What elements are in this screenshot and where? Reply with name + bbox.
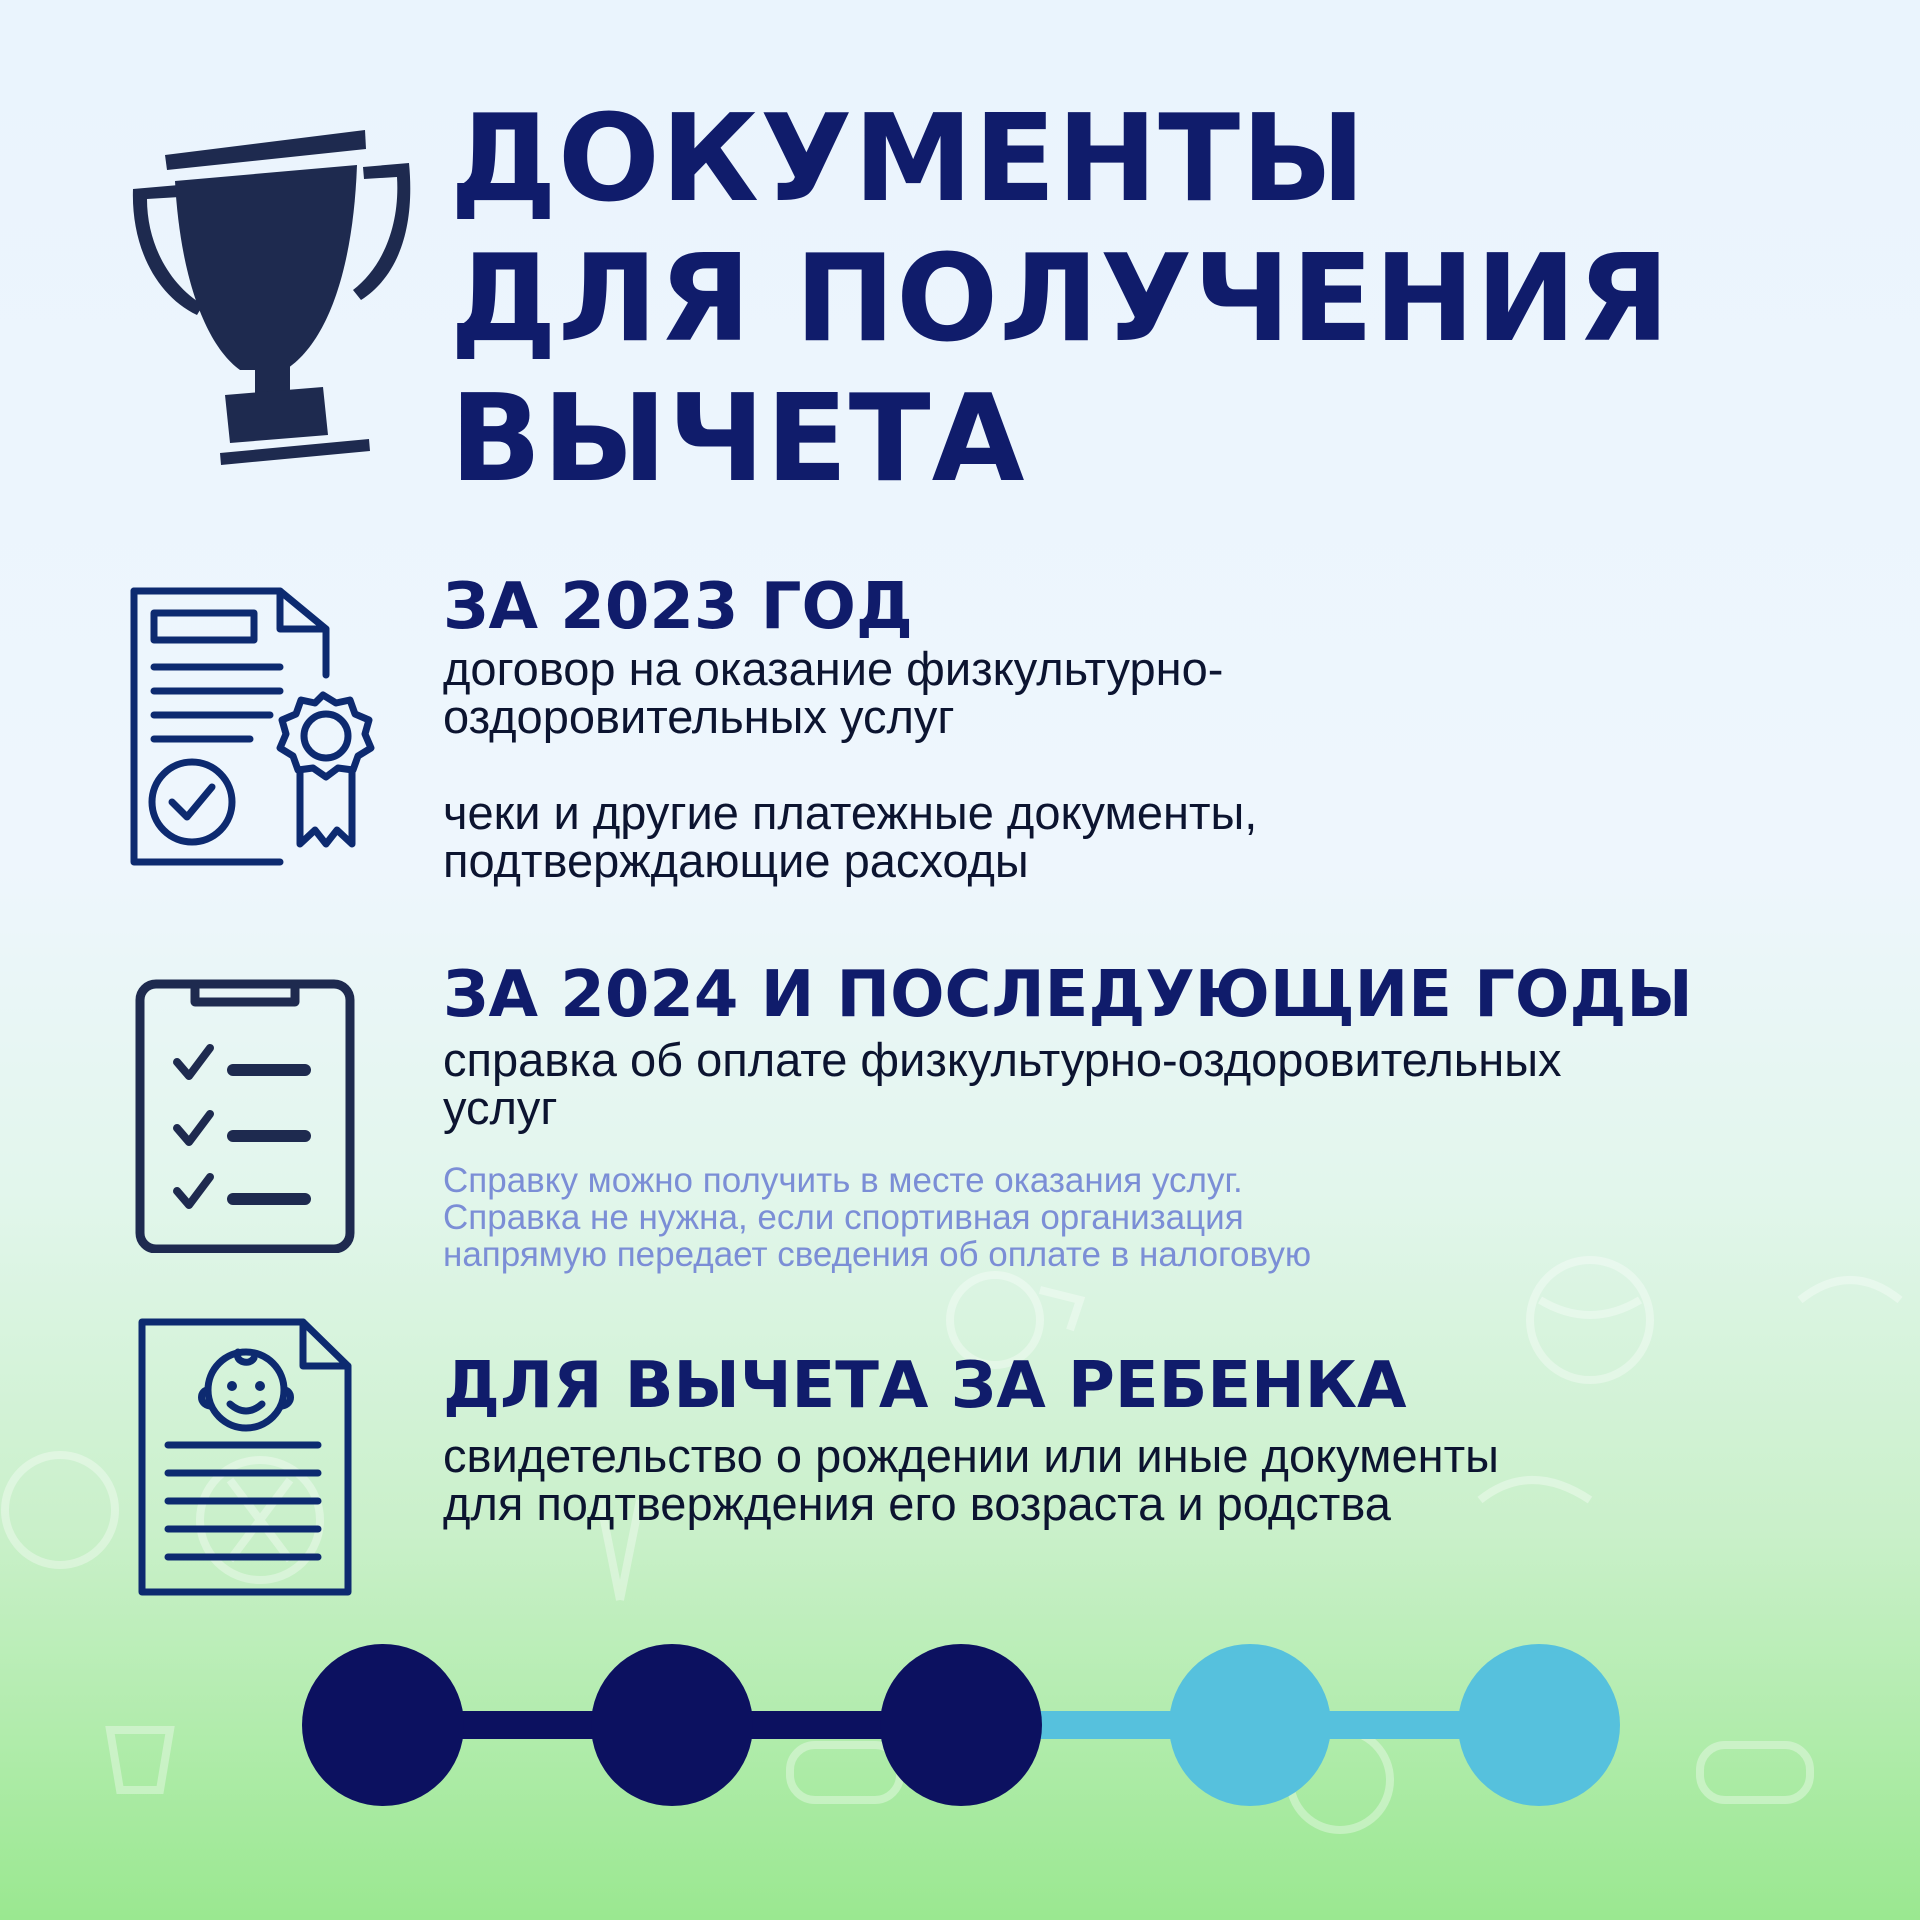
section-child-text-line-2: для подтверждения его возраста и родства [443,1477,1391,1530]
section-2024-note-line-3: напрямую передает сведения об оплате в налоговую [443,1235,1312,1274]
section-2024-certificate-text-line-2: услуг [443,1081,558,1134]
section-heading-2023: ЗА 2023 ГОД [443,570,913,644]
page-title-line-3: ВЫЧЕТА [450,370,1026,509]
progress-step-dot [591,1644,753,1806]
section-2024-note-line-1: Справку можно получить в месте оказания услуг. [443,1161,1243,1200]
section-2023-receipts-text-line-1: чеки и другие платежные документы, [443,786,1258,839]
section-2023-contract-text-line-1: договор на оказание физкультурно- [443,642,1224,695]
section-2024-note-line-2: Справка не нужна, если спортивная организация [443,1198,1244,1237]
section-2023-receipts-text-line-2: подтверждающие расходы [443,834,1029,887]
progress-step-dot [1169,1644,1331,1806]
checklist-clipboard-icon [135,978,355,1253]
section-heading-child: ДЛЯ ВЫЧЕТА ЗА РЕБЕНКА [443,1349,1407,1423]
progress-stepper [0,1630,1920,1830]
certificate-icon [130,587,390,867]
page-title-line-2: ДЛЯ ПОЛУЧЕНИЯ [450,230,1671,369]
section-2024-certificate-text-line-1: справка об оплате физкультурно-оздоровительных [443,1033,1562,1086]
progress-step-dot [302,1644,464,1806]
child-document-icon [138,1318,353,1596]
section-heading-2024: ЗА 2024 И ПОСЛЕДУЮЩИЕ ГОДЫ [443,958,1693,1032]
section-2023-contract-text-line-2: оздоровительных услуг [443,690,955,743]
progress-step-dot [1458,1644,1620,1806]
section-child-text-line-1: свидетельство о рождении или иные документы [443,1429,1499,1482]
trophy-icon [125,125,425,470]
page-title-line-1: ДОКУМЕНТЫ [450,90,1367,229]
progress-step-dot [880,1644,1042,1806]
